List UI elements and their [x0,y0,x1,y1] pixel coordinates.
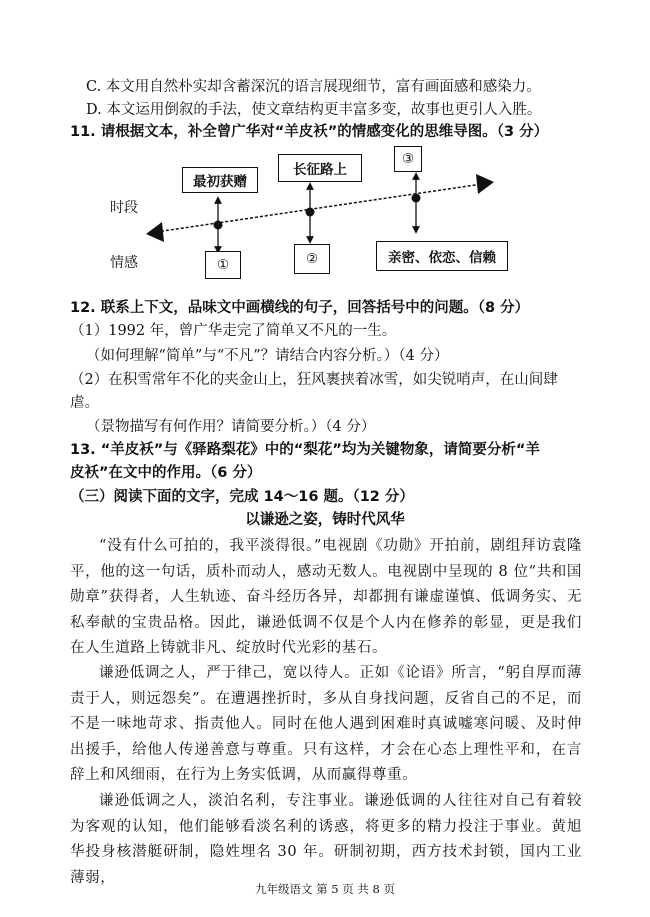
timeline-left-head [146,222,164,242]
option-c: C. 本文用自然朴实却含蓄深沉的语言展现细节，富有画面感和感染力。 [86,79,541,95]
section-three-heading: （三）阅读下面的文字，完成 14～16 题。（12 分） [70,489,414,505]
box-blank-3: ③ [394,146,422,172]
question-13-line1: 13. “羊皮袄”与《驿路梨花》中的“梨花”均为关键物象，请简要分析“羊 [70,442,540,458]
timeline-point-2 [306,208,315,217]
box-blank-2: ② [294,244,330,274]
page-footer: 九年级语文 第 5 页 共 8 页 [254,882,396,896]
question-12-2-prompt: （景物描写有何作用？请简要分析。）（4 分） [86,419,376,435]
box-first-received: 最初获赠 [182,167,258,193]
row-label-emotion: 情感 [110,255,138,271]
timeline-point-1 [214,221,223,230]
question-12-1-prompt: （如何理解“简单”与“不凡”？请结合内容分析。）（4 分） [86,348,449,364]
timeline-right-head [476,174,494,194]
question-13-line2: 皮袄”在文中的作用。（6 分） [70,465,262,481]
option-d: D. 本文运用倒叙的手法，使文章结构更丰富多变，故事也更引人入胜。 [86,102,542,118]
box-intimacy: 亲密、依恋、信赖 [376,241,508,271]
box-long-march: 长征路上 [278,154,362,182]
question-12: 12. 联系上下文，品味文中画横线的句子，回答括号中的问题。（8 分） [70,300,530,316]
article-paragraph-3: 谦逊低调之人，淡泊名利，专注事业。谦逊低调的人往往对自己有着较为客观的认知，他们能够看淡名利的诱惑，将更多的精力投注于事业。黄旭华投身核潜艇研制，隐姓埋名 30 年。研制初期，西方技术封锁，国内工业薄弱， [70,793,582,886]
question-12-2-line1: （2）在积雪常年不化的夹金山上，狂风裹挟着冰雪，如尖锐哨声，在山间肆 [70,372,558,388]
timeline-point-3 [412,194,421,203]
article-title: 以谦逊之姿，铸时代风华 [245,512,405,528]
question-12-2-line2: 虐。 [70,395,99,411]
article-paragraph-1: “没有什么可拍的，我平淡得很。”电视剧《功勋》开拍前，剧组拜访袁隆平，他的这一句话，质朴而动人，感动无数人。电视剧中呈现的 8 位“共和国勋章”获得者，人生轨迹、奋斗经历各异，却都拥有谦虚谨慎、低调务实、无私奉献的宝贵品格。因此，谦逊低调不仅是个人内在修养的彰显，更是我们在人生道路上铸就非凡、绽放时代光彩的基石。 [70,538,582,656]
mind-map-diagram [110,142,510,292]
box-blank-1: ① [205,251,241,279]
row-label-period: 时段 [110,200,138,216]
question-11: 11. 请根据文本，补全曾广华对“羊皮袄”的情感变化的思维导图。（3 分） [70,124,549,140]
question-12-1: （1）1992 年，曾广华走完了简单又不凡的一生。 [70,323,397,339]
article-paragraph-2: 谦逊低调之人，严于律己，宽以待人。正如《论语》所言，“躬自厚而薄责于人，则远怨矣”。在遭遇挫折时，多从自身找问题，反省自己的不足，而不是一味地苛求、指责他人。同时在他人遇到困难时真诚嘘寒问暖、及时伸出援手，给他人传递善意与尊重。只有这样，才会在心态上理性平和，在言辞上和风细雨，在行为上务实低调，从而赢得尊重。 [70,665,582,783]
